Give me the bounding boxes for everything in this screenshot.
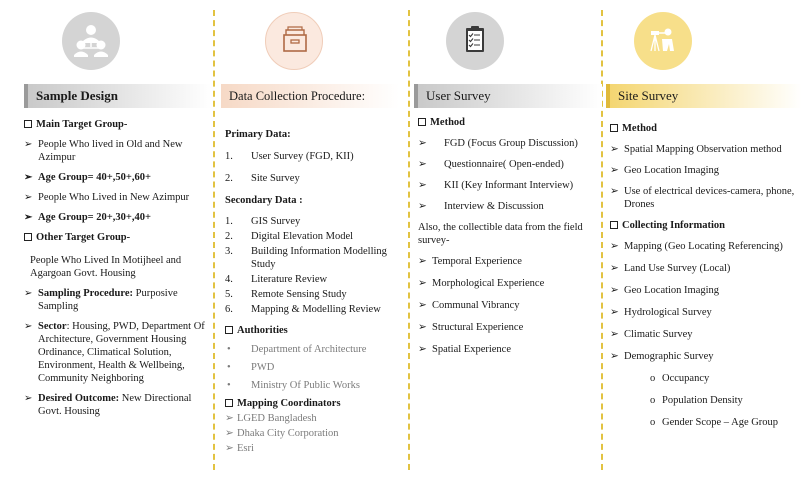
data-collection-column [217,0,407,482]
bullet-icon: • [227,362,231,373]
authority-item [225,379,407,392]
list-item-text: Geo Location Imaging [624,285,720,296]
list-item-text: Remote Sensing Study [251,289,347,300]
bullet-icon: 6. [225,304,233,315]
authority-item [225,361,407,374]
method-item [418,179,604,192]
user-survey-header: User Survey [414,84,602,108]
bullet-icon: ➢ [418,344,427,355]
info-item [610,284,808,297]
authorities-heading: Authorities [225,324,407,337]
mapping-item [225,442,407,455]
column-separator [213,10,215,470]
authority-item [225,343,407,356]
info-item [610,306,808,319]
info-item [610,262,808,275]
bullet-icon: 1. [225,216,233,227]
list-item-text: Gender Scope – Age Group [662,417,779,428]
site-method-item [610,185,808,211]
experience-item [418,277,604,290]
secondary-item [225,230,407,243]
bullet-icon: ➢ [418,256,427,267]
list-item-text: Climatic Survey [624,329,693,340]
bullet-icon: ➢ [610,144,619,155]
list-item-text: Digital Elevation Model [251,231,354,242]
list-item-text: PWD [251,362,275,373]
main-target-heading: Main Target Group- [24,118,210,131]
bullet-icon: o [650,417,656,428]
bullet-icon: ➢ [610,307,619,318]
secondary-item [225,245,407,271]
sample-design-header: Sample Design [24,84,212,108]
clipboard-checklist-icon [446,12,504,70]
bullet-icon: ➢ [225,428,234,439]
list-item-text: KII (Key Informant Interview) [444,180,574,191]
experience-item [418,343,604,356]
experience-item [418,255,604,268]
list-item-text: Structural Experience [432,322,524,333]
bullet-icon: ➢ [610,351,619,362]
bullet-icon: ➢ [610,285,619,296]
site-method-heading: Method [610,122,808,135]
also-text: Also, the collectible data from the field survey- [418,222,583,246]
data-collection-body [225,128,407,457]
mapping-item [225,412,407,425]
list-item-text: Interview & Discussion [444,201,544,212]
secondary-item [225,303,407,316]
demographic-item [650,372,808,385]
list-item-text: Morphological Experience [432,278,545,289]
list-item-text: Communal Vibrancy [432,300,520,311]
people-group-icon [62,12,120,70]
list-item-text: Dhaka City Corporation [237,428,339,439]
list-item: ➢ Desired Outcome: New Directional Govt. Housing [24,393,192,417]
other-people-text: People Who Lived In Motijheel and Agargoan Govt. Housing [30,255,182,279]
primary-item [225,150,407,163]
mapping-item [225,427,407,440]
info-item [610,350,808,363]
list-item-text: Spatial Mapping Observation method [624,144,782,155]
data-collection-header: Data Collection Procedure: [221,84,399,108]
info-item [610,240,808,253]
list-item-text: Building Information Modelling Study [251,246,387,270]
bullet-icon: ➢ [610,263,619,274]
sample-design-body [24,118,210,425]
collecting-info-heading: Collecting Information [610,219,808,232]
bullet-icon: ➢ [610,165,619,176]
file-box-icon [265,12,323,70]
surveyor-icon [634,12,692,70]
bullet-icon: ➢ [418,180,427,191]
list-item-text: Hydrological Survey [624,307,712,318]
list-item-text: Occupancy [662,373,710,384]
list-item-text: Site Survey [251,173,300,184]
secondary-data-heading: Secondary Data : [225,195,303,206]
site-method-item [610,143,808,156]
list-item-text: Department of Architecture [251,344,367,355]
method-item [418,158,604,171]
list-item: ➢ Sampling Procedure: Purposive Sampling [24,288,178,312]
demographic-item [650,394,808,407]
list-item: ➢ Sector: Housing, PWD, Department Of Architecture, Government Housing Ordinance, Climatical Solution, Environment, Health & Wellbeing, Community Neighboring [24,321,205,384]
site-survey-body [610,122,808,438]
list-item-text: Mapping (Geo Locating Referencing) [624,241,783,252]
bullet-icon: ➢ [418,159,427,170]
site-method-item [610,164,808,177]
list-item-text: Ministry Of Public Works [251,380,360,391]
list-item-text: Use of electrical devices-camera, phone, Drones [624,186,795,210]
secondary-item [225,215,407,228]
list-item-text: GIS Survey [251,216,301,227]
bullet-icon: o [650,395,656,406]
list-item-text: Literature Review [251,274,328,285]
list-item-text: FGD (Focus Group Discussion) [444,138,578,149]
mapping-coordinators-heading: Mapping Coordinators [225,397,407,410]
bullet-icon: ➢ [225,413,234,424]
experience-item [418,299,604,312]
secondary-item [225,288,407,301]
bullet-icon: ➢ [418,300,427,311]
list-item-text: Esri [237,443,254,454]
bullet-icon: o [650,373,656,384]
bullet-icon: ➢ [418,201,427,212]
user-survey-column [412,0,604,482]
bullet-icon: ➢ [418,322,427,333]
list-item-text: LGED Bangladesh [237,413,317,424]
list-item-text: Demographic Survey [624,351,714,362]
list-item-text: Spatial Experience [432,344,512,355]
list-item: ➢ People Who Lived in New Azimpur [24,192,190,203]
bullet-icon: ➢ [418,138,427,149]
method-heading: Method [418,116,604,129]
other-target-heading: Other Target Group- [24,231,210,244]
bullet-icon: ➢ [418,278,427,289]
secondary-item [225,273,407,286]
bullet-icon: 3. [225,246,233,257]
bullet-icon: 2. [225,231,233,242]
column-separator [408,10,410,470]
list-item-text: Geo Location Imaging [624,165,720,176]
list-item: ➢ People Who lived in Old and New Azimpur [24,139,183,163]
site-survey-header: Site Survey [606,84,802,108]
sample-design-column [0,0,212,482]
list-item-text: Mapping & Modelling Review [251,304,381,315]
demographic-item [650,416,808,429]
method-item [418,200,604,213]
list-item-text: Temporal Experience [432,256,522,267]
info-item [610,328,808,341]
list-item-text: Land Use Survey (Local) [624,263,731,274]
bullet-icon: ➢ [610,186,619,197]
list-item: ➢ Age Group= 20+,30+,40+ [24,212,151,223]
bullet-icon: ➢ [610,241,619,252]
bullet-icon: ➢ [610,329,619,340]
list-item-text: Population Density [662,395,743,406]
primary-item [225,172,407,185]
bullet-icon: • [227,344,231,355]
method-item [418,137,604,150]
user-survey-body [418,116,604,365]
bullet-icon: ➢ [225,443,234,454]
primary-data-heading: Primary Data: [225,129,291,140]
bullet-icon: 2. [225,173,233,184]
list-item-text: Questionnaire( Open-ended) [444,159,564,170]
experience-item [418,321,604,334]
bullet-icon: 1. [225,151,233,162]
bullet-icon: 4. [225,274,233,285]
site-survey-column [604,0,812,482]
bullet-icon: 5. [225,289,233,300]
list-item: ➢ Age Group= 40+,50+,60+ [24,172,151,183]
list-item-text: User Survey (FGD, KII) [251,151,354,162]
bullet-icon: • [227,380,231,391]
